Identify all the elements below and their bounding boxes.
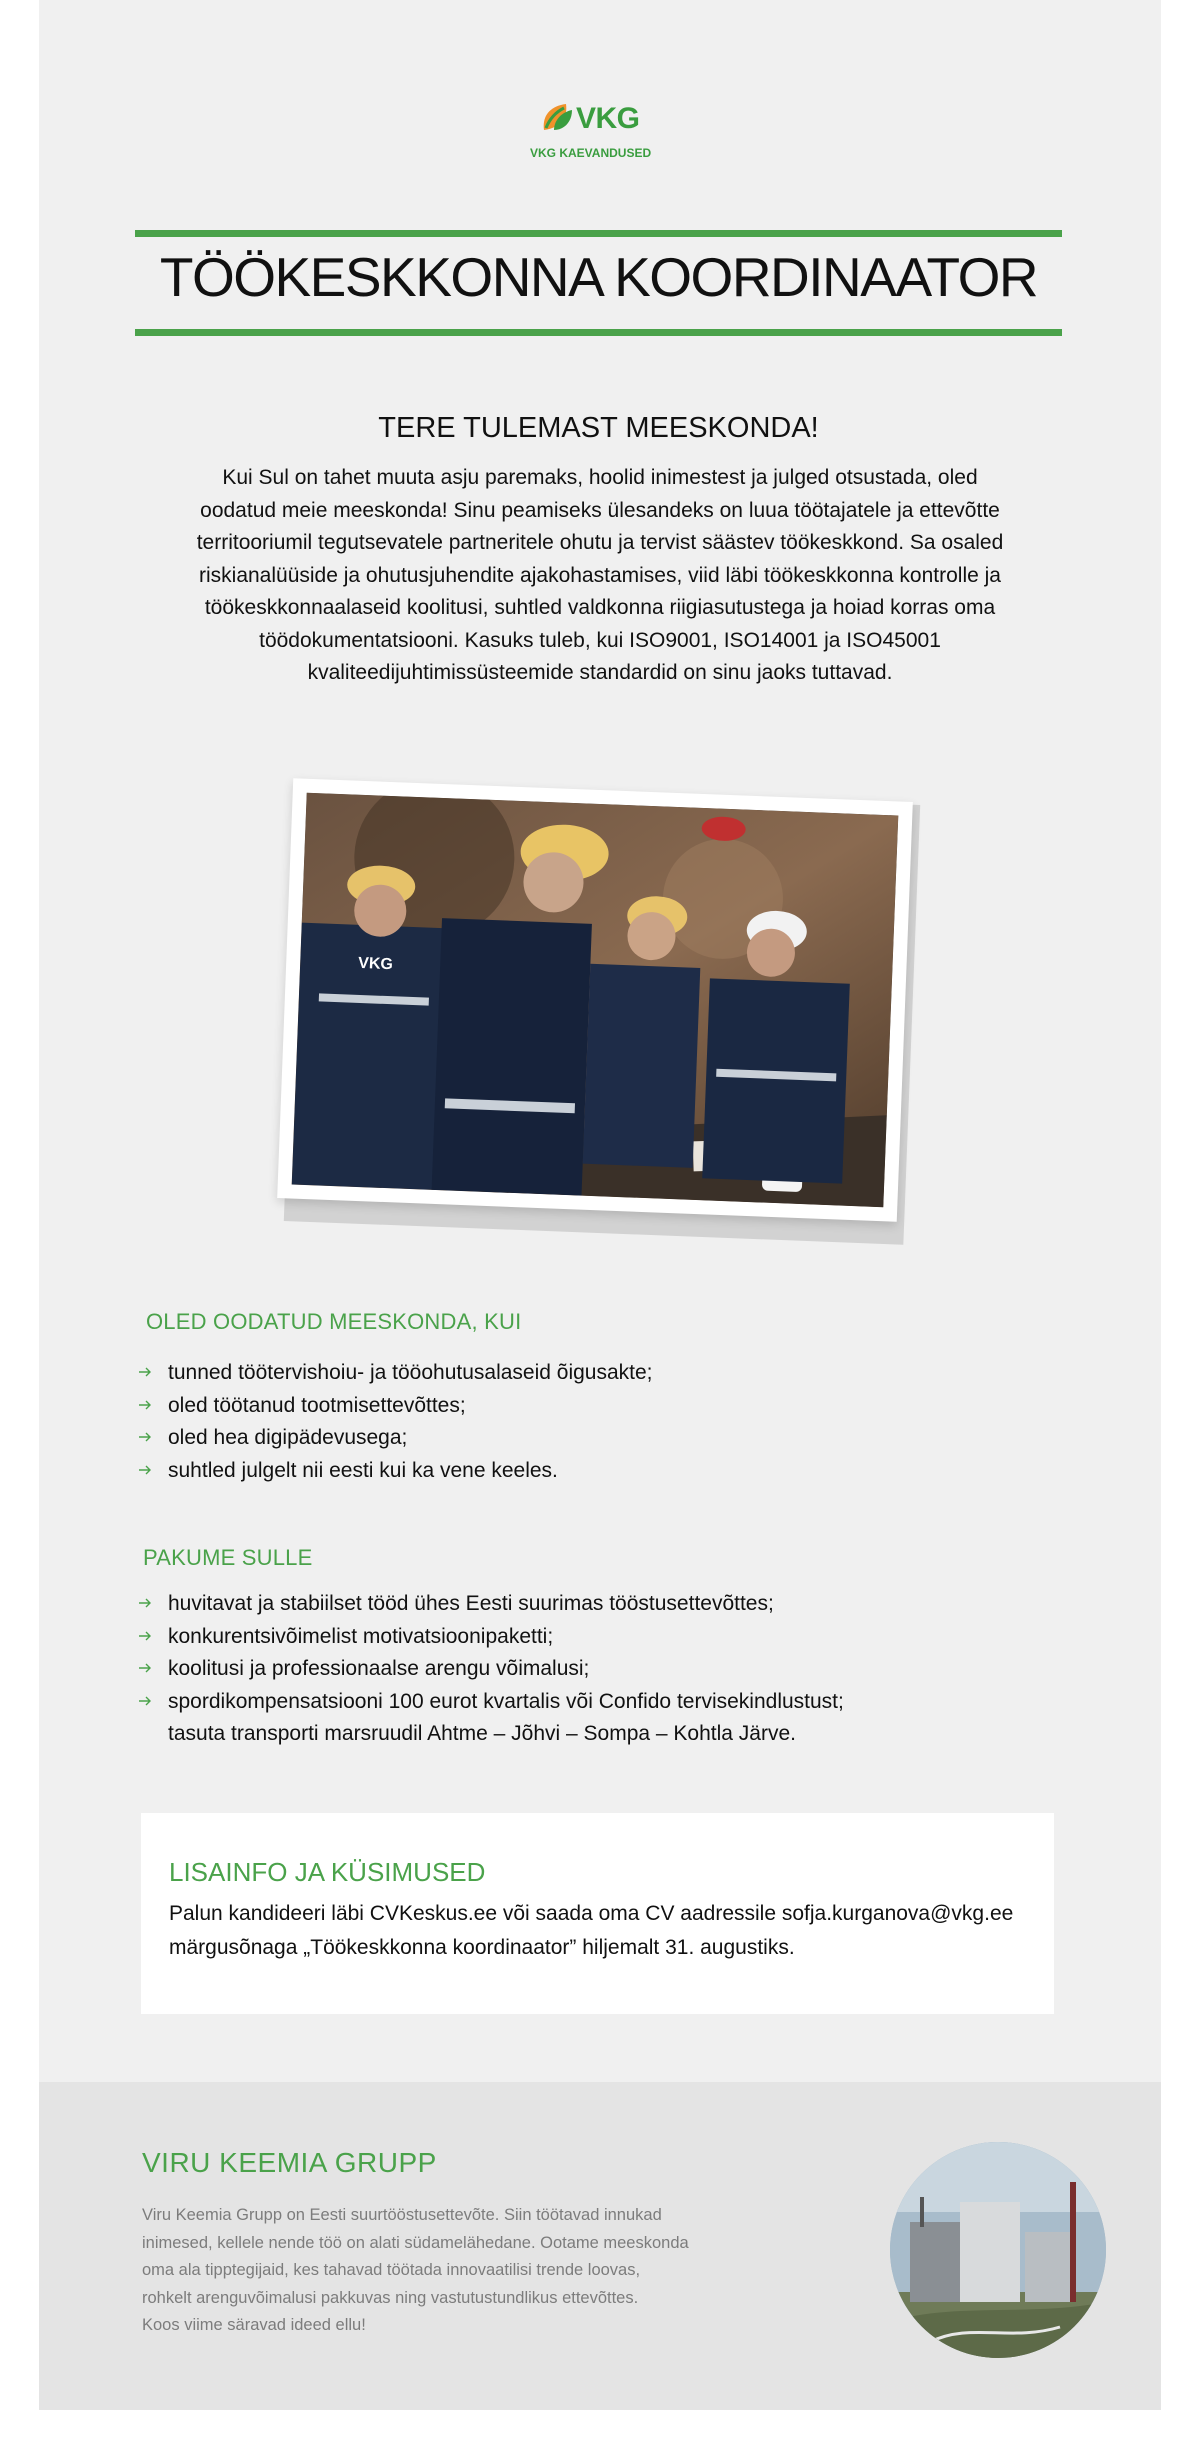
miners-illustration — [292, 793, 899, 1207]
footer-line: rohkelt arenguvõimalusi pakkuvas ning vastutustundlikus ettevõttes. — [142, 2288, 639, 2307]
info-line-apply[interactable]: Palun kandideeri läbi CVKeskus.ee või saada oma CV aadressile sofja.kurganova@vkg.ee — [169, 1902, 1014, 1925]
title-rule-top — [135, 230, 1062, 237]
list-item — [138, 1422, 653, 1455]
footer-text — [142, 2202, 742, 2340]
plant-photo — [890, 2142, 1106, 2358]
vkg-jacket-badge: VKG — [357, 954, 394, 974]
list-item-text: suhtled julgelt nii eesti kui ka vene keeles. — [168, 1458, 558, 1482]
arrow-right-icon — [138, 1463, 152, 1477]
list-item — [138, 1621, 844, 1654]
requirements-list — [138, 1357, 653, 1487]
list-item — [138, 1357, 653, 1390]
leaf-icon — [540, 100, 574, 134]
list-item-text: oled töötanud tootmisettevõttes; — [168, 1393, 466, 1417]
contact-info-box — [141, 1813, 1054, 2014]
vkg-logo[interactable] — [530, 96, 680, 166]
list-item-text: tunned töötervishoiu- ja tööohutusalaseid õigusakte; — [168, 1361, 653, 1384]
page-title: TÖÖKESKKONNA KOORDINAATOR — [159, 246, 1038, 308]
list-item — [138, 1588, 844, 1621]
info-heading: LISAINFO JA KÜSIMUSED — [169, 1857, 486, 1887]
footer-line: Viru Keemia Grupp on Eesti suurtööstusettevõte. Siin töötavad innukad — [142, 2206, 662, 2224]
requirements-heading: OLED OODATUD MEESKONDA, KUI — [146, 1309, 522, 1334]
arrow-right-icon — [138, 1629, 152, 1643]
offer-list — [138, 1588, 844, 1751]
footer-line: inimesed, kellele nende töö on alati südamelähedane. Ootame meeskonda — [142, 2233, 689, 2252]
miners-photo-frame — [277, 778, 913, 1221]
list-item — [138, 1653, 844, 1686]
intro-paragraph: Kui Sul on tahet muuta asju paremaks, hoolid inimestest ja julged otsustada, oled oodatud meie meeskonda! Sinu peamiseks ülesandeks on luua töötajatele ja ettevõtte territooriumil tegutsevatele partneritele ohutu ja tervist säästev töökeskkond. Sa osaled riskianalüüside ja ohutusjuhendite ajakohastamises, viid läbi töökeskkonna kontrolle ja töökeskkonnaalaseid koolitusi, suhtled valdkonna riigiasutustega ja hoiad korras oma töödokumentatsiooni. Kasuks tuleb, kui ISO9001, ISO14001 ja ISO45001 kvaliteedijuhtimissüsteemide standardid on sinu jaoks tuttavad. — [196, 466, 1004, 684]
company-footer — [39, 2082, 1161, 2410]
arrow-right-icon — [138, 1596, 152, 1610]
list-item — [138, 1686, 844, 1719]
list-item-text: oled hea digipädevusega; — [168, 1426, 408, 1449]
list-item-text: huvitavat ja stabiilset tööd ühes Eesti suurimas tööstusettevõttes; — [168, 1592, 774, 1615]
list-item-text: tasuta transporti marsruudil Ahtme – Jõhvi – Sompa – Kohtla Järve. — [168, 1722, 796, 1745]
title-rule-bottom — [135, 329, 1062, 336]
logo-wordmark: VKG — [576, 102, 640, 135]
welcome-heading: TERE TULEMAST MEESKONDA! — [378, 412, 819, 444]
list-item-text: spordikompensatsiooni 100 eurot kvartalis või Confido tervisekindlustust; — [168, 1689, 844, 1713]
arrow-right-icon — [138, 1661, 152, 1675]
industrial-plant-illustration — [890, 2142, 1106, 2358]
list-item-text: konkurentsivõimelist motivatsioonipaketti; — [168, 1624, 554, 1648]
list-item — [138, 1455, 653, 1488]
arrow-right-icon — [138, 1694, 152, 1708]
footer-line: Koos viime säravad ideed ellu! — [142, 2316, 366, 2334]
arrow-right-icon — [138, 1398, 152, 1412]
list-item — [138, 1390, 653, 1423]
info-text — [169, 1897, 1029, 1965]
arrow-right-icon — [138, 1430, 152, 1444]
offer-heading: PAKUME SULLE — [143, 1545, 313, 1570]
list-item-text: koolitusi ja professionaalse arengu võimalusi; — [168, 1657, 590, 1680]
arrow-right-icon — [138, 1365, 152, 1379]
footer-heading: VIRU KEEMIA GRUPP — [142, 2147, 437, 2178]
miners-photo — [292, 793, 899, 1207]
logo-subtitle: VKG KAEVANDUSED — [530, 146, 652, 160]
footer-line: oma ala tipptegijaid, kes tahavad töötada innovaatilisi trende loovas, — [142, 2261, 641, 2279]
info-line-deadline: märgusõnaga „Töökeskkonna koordinaator” hiljemalt 31. augustiks. — [169, 1936, 795, 1959]
list-item — [138, 1718, 844, 1751]
